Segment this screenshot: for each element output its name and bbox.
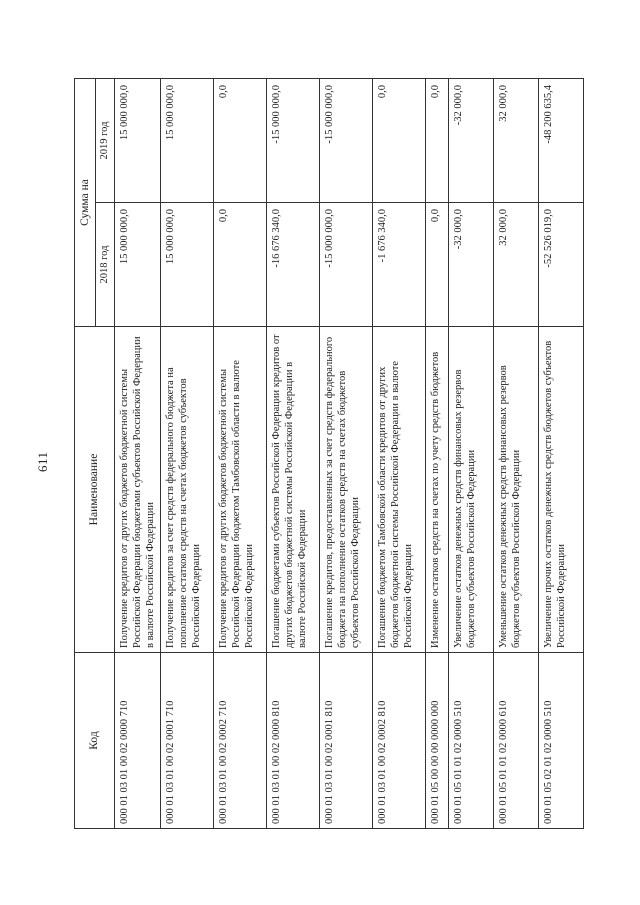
row-value-2018: -16 676 340,0 (266, 203, 319, 327)
row-value-2018: 0,0 (425, 203, 448, 327)
row-code: 000 01 03 01 00 02 0001 710 (160, 653, 213, 829)
row-code: 000 01 05 00 00 00 0000 000 (425, 653, 448, 829)
header-code: Код (75, 653, 115, 829)
row-name: Увеличение прочих остатков денежных средств бюджетов субъектов Российской Федерации (538, 327, 583, 653)
row-code: 000 01 03 01 00 02 0001 810 (319, 653, 372, 829)
row-name: Получение кредитов от других бюджетов бюджетной системы Российской Федерации бюджетами субъектов Российской Федерации в валюте Российской Федерации (114, 327, 160, 653)
row-value-2018: -1 676 340,0 (372, 203, 425, 327)
table-row (448, 78, 493, 828)
row-code: 000 01 03 01 00 02 0002 710 (213, 653, 266, 829)
table-row (213, 78, 266, 828)
row-value-2018: -32 000,0 (448, 203, 493, 327)
row-value-2019: 15 000 000,0 (114, 78, 160, 202)
table-row (114, 78, 160, 828)
table-row (372, 78, 425, 828)
row-value-2019: -48 200 635,4 (538, 78, 583, 202)
row-value-2019: 0,0 (213, 78, 266, 202)
header-name: Наименование (75, 327, 115, 653)
table-row (266, 78, 319, 828)
row-value-2019: 0,0 (372, 78, 425, 202)
row-name: Погашение бюджетами субъектов Российской Федерации кредитов от других бюджетов бюджетной системы Российской Федерации в валюте Российской Федерации (266, 327, 319, 653)
row-value-2018: -15 000 000,0 (319, 203, 372, 327)
row-code: 000 01 03 01 00 02 0000 710 (114, 653, 160, 829)
budget-sources-table (74, 78, 584, 829)
table-header (75, 78, 115, 828)
row-value-2019: 32 000,0 (493, 78, 538, 202)
row-name: Получение кредитов от других бюджетов бюджетной системы Российской Федерации бюджетом Тамбовской области в валюте Российской Федерации (213, 327, 266, 653)
row-value-2019: -32 000,0 (448, 78, 493, 202)
table-body (114, 78, 583, 828)
row-name: Погашение бюджетом Тамбовской области кредитов от других бюджетов бюджетной системы Российской Федерации в валюте Российской Федерации (372, 327, 425, 653)
row-value-2019: -15 000 000,0 (266, 78, 319, 202)
table-row (319, 78, 372, 828)
row-value-2018: 15 000 000,0 (114, 203, 160, 327)
row-value-2018: 0,0 (213, 203, 266, 327)
row-code: 000 01 03 01 00 02 0000 810 (266, 653, 319, 829)
row-value-2019: 0,0 (425, 78, 448, 202)
table-row (538, 78, 583, 828)
row-code: 000 01 05 01 01 02 0000 510 (448, 653, 493, 829)
row-name: Увеличение остатков денежных средств финансовых резервов бюджетов субъектов Российской Федерации (448, 327, 493, 653)
row-value-2018: -52 526 019,0 (538, 203, 583, 327)
row-code: 000 01 03 01 00 02 0002 810 (372, 653, 425, 829)
header-year-2019: 2019 год (96, 78, 114, 202)
row-name: Получение кредитов за счет средств федерального бюджета на пополнение остатков средств на счетах бюджетов субъектов Российской Федерации (160, 327, 213, 653)
row-code: 000 01 05 01 01 02 0000 610 (493, 653, 538, 829)
table-row (160, 78, 213, 828)
row-name: Погашение кредитов, предоставленных за счет средств федерального бюджета на пополнение остатков средств на счетах бюджетов субъектов Российской Федерации (319, 327, 372, 653)
row-value-2019: -15 000 000,0 (319, 78, 372, 202)
table-row (425, 78, 448, 828)
row-value-2018: 15 000 000,0 (160, 203, 213, 327)
header-sum-group: Сумма на (75, 78, 96, 326)
row-value-2019: 15 000 000,0 (160, 78, 213, 202)
row-name: Изменение остатков средств на счетах по учету средств бюджетов (425, 327, 448, 653)
row-name: Уменьшение остатков денежных средств финансовых резервов бюджетов субъектов Российской Федерации (493, 327, 538, 653)
row-value-2018: 32 000,0 (493, 203, 538, 327)
row-code: 000 01 05 02 01 02 0000 510 (538, 653, 583, 829)
header-year-2018: 2018 год (96, 203, 114, 327)
table-row (493, 78, 538, 828)
page-number: 611 (35, 451, 50, 472)
